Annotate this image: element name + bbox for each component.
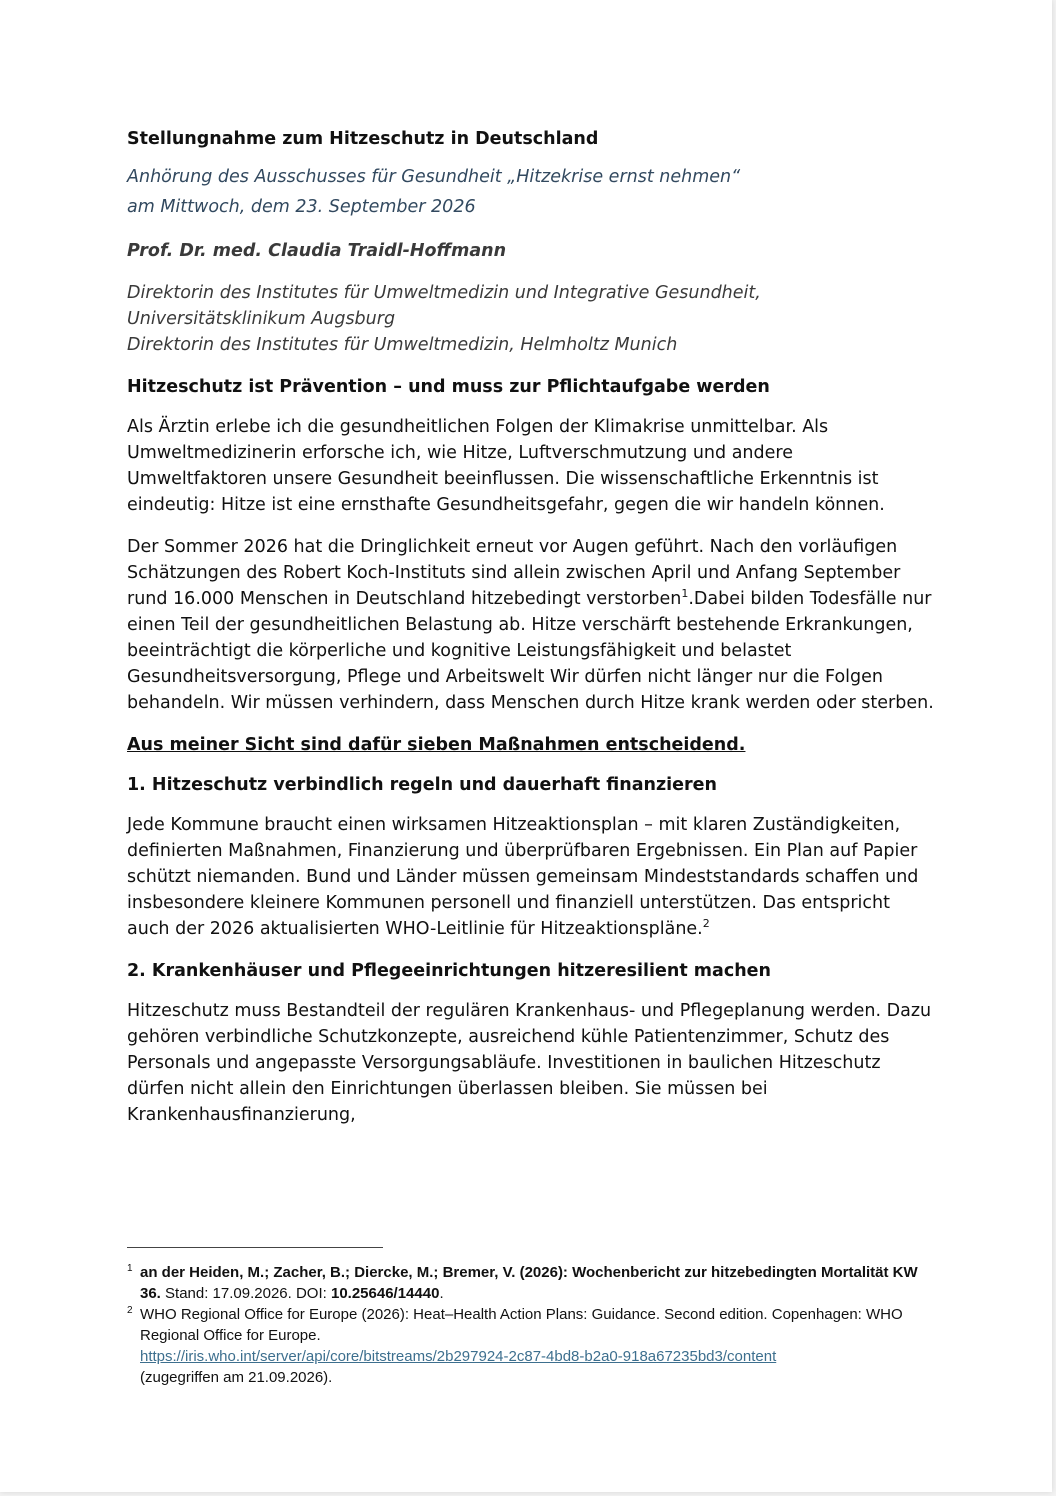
document-title: Stellungnahme zum Hitzeschutz in Deutschland	[127, 129, 599, 149]
footnote-1	[127, 1262, 927, 1304]
paragraph-measure-2: Hitzeschutz muss Bestandteil der regulären Krankenhaus- und Pflegeplanung werden. Dazu gehören verbindliche Schutzkonzepte, ausreichend kühle Patientenzimmer, Schutz des Personals und angepasste Versorgungsabläufe. Investitionen in baulichen Hitzeschutz dürfen nicht allein den Einrichtungen überlassen bleiben. Sie müssen bei Krankenhausfinanzierung,	[127, 1001, 932, 1125]
affiliation-2: Direktorin des Institutes für Umweltmedizin, Helmholtz Munich	[127, 335, 678, 355]
measure-heading-2: 2. Krankenhäuser und Pflegeeinrichtungen hitzeresilient machen	[127, 961, 771, 981]
paragraph-summer-text-b: .Dabei bilden Todesfälle nur einen Teil der gesundheitlichen Belastung ab. Hitze verschärft bestehende Erkrankungen, beeinträchtigt die körperliche und kognitive Leistungsfähigkeit und belastet Gesundheitsversorgung, Pflege und Arbeitswelt Wir dürfen nicht länger nur die Folgen behandeln. Wir müssen verhindern, dass Menschen durch Hitze krank werden oder sterben.	[127, 589, 934, 713]
footnote-2-citation: WHO Regional Office for Europe (2026): Heat–Health Action Plans: Guidance. Second edition. Copenhagen: WHO Regional Office for Europe.	[140, 1306, 903, 1344]
footnote-1-stand: Stand: 17.09.2026. DOI:	[160, 1285, 331, 1302]
footnote-1-citation: an der Heiden, M.; Zacher, B.; Diercke, M.; Bremer, V. (2026): Wochenbericht zur hitzebedingten Mortalität KW 36.	[140, 1264, 918, 1302]
footnote-1-end: .	[439, 1285, 444, 1302]
footnote-2	[127, 1304, 927, 1388]
document-body	[127, 126, 937, 1144]
document-subtitle	[127, 162, 937, 222]
paragraph-intro: Als Ärztin erlebe ich die gesundheitlichen Folgen der Klimakrise unmittelbar. Als Umweltmedizinerin erforsche ich, wie Hitze, Luftverschmutzung und andere Umweltfaktoren unsere Gesundheit beeinflussen. Die wissenschaftliche Erkenntnis ist eindeutig: Hitze ist eine ernsthafte Gesundheitsgefahr, gegen die wir handeln können.	[127, 417, 885, 515]
author-name: Prof. Dr. med. Claudia Traidl-Hoffmann	[127, 241, 507, 261]
subtitle-line-1: Anhörung des Ausschusses für Gesundheit „Hitzekrise ernst nehmen“	[127, 167, 741, 187]
footnote-2-accessed: (zugegriffen am 21.09.2026).	[140, 1369, 333, 1386]
footnote-number: 2	[127, 1305, 133, 1316]
footnote-2-link[interactable]: https://iris.who.int/server/api/core/bitstreams/2b297924-2c87-4bd8-b2a0-918a67235bd3/content	[140, 1348, 777, 1365]
measure-heading-1: 1. Hitzeschutz verbindlich regeln und dauerhaft finanzieren	[127, 775, 717, 795]
footnote-ref-1[interactable]: 1	[681, 587, 689, 601]
affiliation-1: Direktorin des Institutes für Umweltmedizin und Integrative Gesundheit, Universitätsklinikum Augsburg	[127, 283, 761, 329]
footnote-ref-2[interactable]: 2	[702, 917, 710, 931]
footnotes	[127, 1262, 927, 1388]
footnote-separator	[127, 1247, 383, 1248]
section-heading-measures: Aus meiner Sicht sind dafür sieben Maßnahmen entscheidend.	[127, 735, 746, 755]
author-affiliations	[127, 280, 937, 358]
footnote-1-doi: 10.25646/14440	[330, 1285, 440, 1302]
paragraph-measure-1	[127, 812, 937, 942]
paragraph-summer-2026	[127, 534, 937, 716]
paragraph-measure-1-text: Jede Kommune braucht einen wirksamen Hitzeaktionsplan – mit klaren Zuständigkeiten, definierten Maßnahmen, Finanzierung und überprüfbaren Ergebnissen. Ein Plan auf Papier schützt niemanden. Bund und Länder müssen gemeinsam Mindeststandards schaffen und insbesondere kleinere Kommunen personell und finanziell unterstützen. Das entspricht auch der 2026 aktualisierten WHO-Leitlinie für Hitzeaktionspläne.	[127, 815, 919, 939]
footnote-number: 1	[127, 1263, 133, 1274]
section-heading-prevention: Hitzeschutz ist Prävention – und muss zur Pflichtaufgabe werden	[127, 377, 770, 397]
subtitle-line-2: am Mittwoch, dem 23. September 2026	[127, 197, 476, 217]
paragraph-summer-text-a: Der Sommer 2026 hat die Dringlichkeit erneut vor Augen geführt. Nach den vorläufigen Schätzungen des Robert Koch-Instituts sind allein zwischen April und Anfang September rund 16.000 Menschen in Deutschland hitzebedingt verstorben	[127, 537, 901, 609]
